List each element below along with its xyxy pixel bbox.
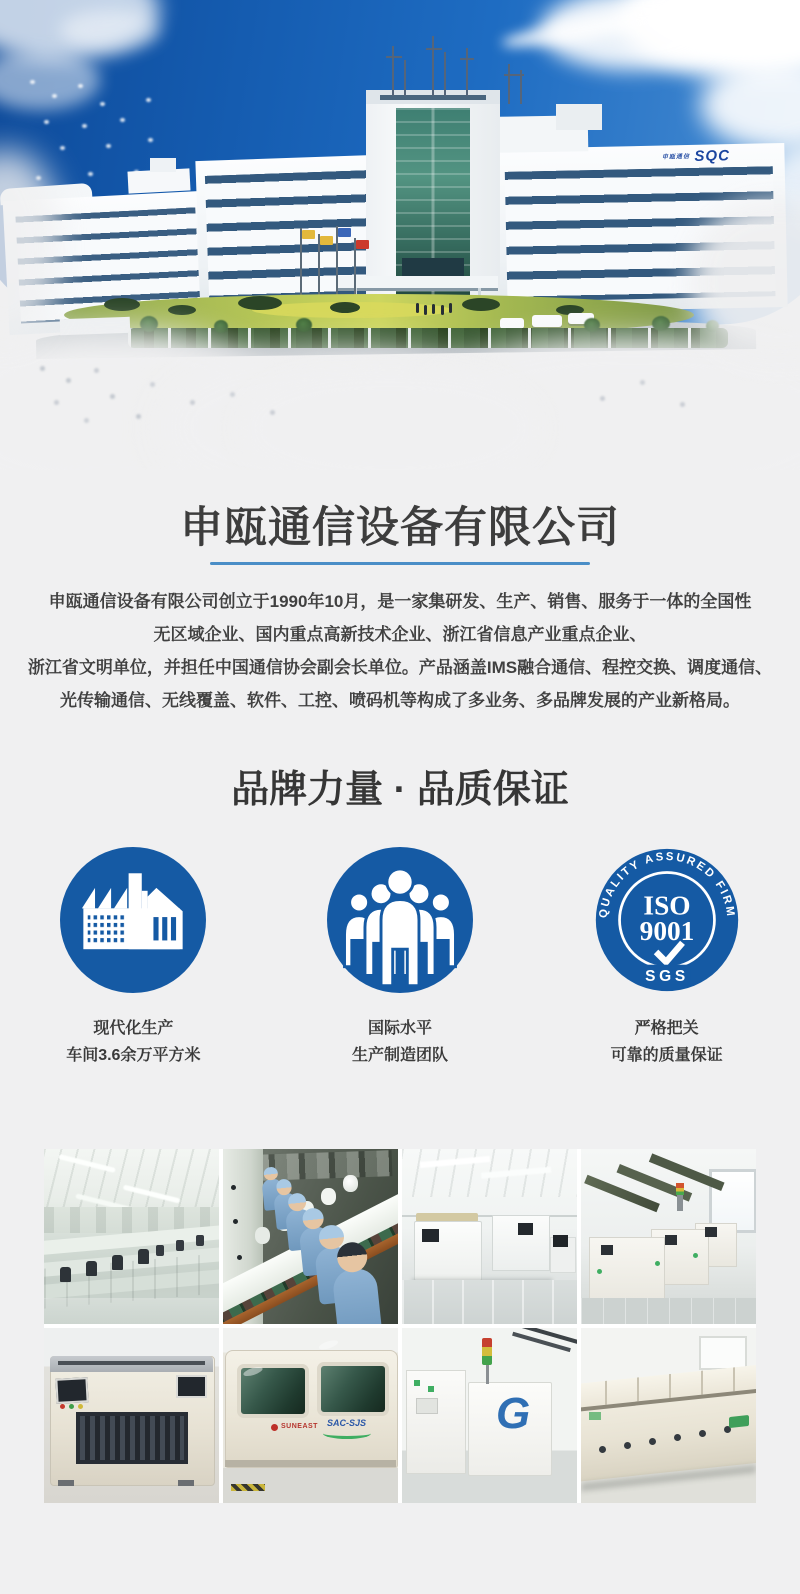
building-wing-left [195, 155, 378, 315]
chairs [60, 1267, 71, 1282]
hero-photo [0, 0, 800, 470]
entrance-canopy [338, 276, 498, 291]
feature-caption-line1: 严格把关 [634, 1020, 699, 1037]
hazard-stripe [231, 1484, 265, 1491]
features-row [0, 847, 800, 1069]
section-title: 品牌力量 · 品质保证 [231, 769, 569, 811]
badge-arc-text: QUALITY ASSURED FIRM [597, 850, 737, 919]
antenna [508, 64, 510, 104]
building-sign-small: 申瓯通信 [661, 154, 691, 161]
vehicle [532, 315, 562, 327]
brand-label: SUNEAST [281, 1423, 318, 1430]
intro-line: 浙江省文明单位，并担任中国通信协会副会长单位。产品涵盖IMS融合通信、程控交换、调度通信、 [27, 658, 773, 677]
flag-yellow [302, 230, 315, 239]
feature-caption-line1: 现代化生产 [93, 1020, 174, 1037]
flag-red [356, 240, 369, 249]
antenna-bar [504, 74, 524, 76]
feature-international-team [267, 847, 534, 1069]
building-penthouse [556, 104, 602, 130]
photo-wave-soldering-machine [223, 1328, 398, 1503]
building-rooftop-box [150, 158, 176, 172]
antenna [392, 46, 394, 96]
antenna-bar [460, 58, 474, 60]
feature-caption-line2: 车间3.6余万平方米 [66, 1047, 201, 1064]
feature-caption-line2: 可靠的质量保证 [610, 1047, 723, 1064]
cloud-speckles [30, 80, 35, 84]
antenna [444, 52, 446, 96]
factory-photo-gallery [44, 1149, 756, 1503]
feature-quality-assurance [533, 847, 800, 1069]
antenna [466, 48, 468, 96]
cables [521, 1328, 577, 1344]
feature-caption-line1: 国际水平 [368, 1020, 433, 1037]
torn-edge [240, 368, 540, 470]
spools [343, 1175, 358, 1192]
green-swoosh [323, 1428, 371, 1439]
antenna [404, 60, 406, 96]
intro-line: 申瓯通信设备有限公司创立于1990年10月，是一家集研发、生产、销售、服务于一体的全国性 [48, 592, 752, 611]
photo-reflow-oven [581, 1328, 756, 1503]
floor [402, 1280, 577, 1324]
vent-holes [599, 1446, 606, 1453]
photo-smt-machine-room [402, 1149, 577, 1324]
heading-underline [210, 562, 590, 565]
feature-caption-line2: 生产制造团队 [352, 1047, 449, 1064]
green-label [729, 1415, 749, 1428]
antenna-bar [386, 56, 402, 58]
floor [581, 1298, 756, 1324]
signal-lamp [676, 1183, 684, 1195]
machine-screen [422, 1229, 439, 1242]
chairs [156, 1245, 164, 1256]
machine-window [317, 1362, 389, 1416]
buttons [60, 1404, 65, 1409]
photo-assembly-workshop [44, 1149, 219, 1324]
antenna [432, 36, 434, 96]
machine-screen [55, 1377, 88, 1404]
signal-tower [482, 1338, 492, 1365]
machine-screens [601, 1245, 613, 1255]
photo-machine-line-room [581, 1149, 756, 1324]
worker [332, 1267, 383, 1324]
model-label: SAC-SJS [327, 1418, 367, 1428]
green-label [589, 1412, 601, 1420]
intro-line: 无区域企业、国内重点高新技术企业、浙江省信息产业重点企业、 [153, 625, 647, 644]
intro-line: 光传输通信、无线覆盖、软件、工控、喷码机等构成了多业务、多品牌发展的产业新格局。 [60, 691, 740, 710]
badge-iso-text: ISO [643, 890, 691, 921]
feature-modern-production [0, 847, 267, 1069]
building-rooftop-box [127, 168, 190, 193]
company-intro [0, 585, 800, 717]
iso-9001-badge-icon [594, 847, 740, 993]
g-logo: G [496, 1389, 531, 1438]
factory-icon [60, 847, 206, 993]
feeder-slats [80, 1416, 184, 1460]
building-sign-sqc: SQC [694, 147, 731, 166]
brand-dot [271, 1424, 278, 1431]
photo-production-line-workers [223, 1149, 398, 1324]
machine-screen [518, 1223, 533, 1235]
antenna-bar [426, 48, 442, 50]
badge-sgs-text: SGS [644, 968, 689, 986]
badge-9001-text: 9001 [639, 916, 695, 947]
building-sign [662, 147, 730, 166]
monitor [553, 1235, 568, 1247]
machine-arms [584, 1175, 660, 1213]
machine-screen [176, 1375, 207, 1398]
people [416, 303, 419, 313]
team-icon [327, 847, 473, 993]
window [699, 1336, 747, 1370]
cloud [60, 10, 160, 50]
control-panel [416, 1398, 438, 1414]
company-name: 申瓯通信设备有限公司 [180, 504, 620, 552]
flag-blue [338, 228, 351, 237]
photo-pick-and-place-machine [44, 1328, 219, 1503]
flag-yellow [320, 236, 333, 245]
photo-labeling-machine [402, 1328, 577, 1503]
gray-speckles [40, 366, 45, 371]
